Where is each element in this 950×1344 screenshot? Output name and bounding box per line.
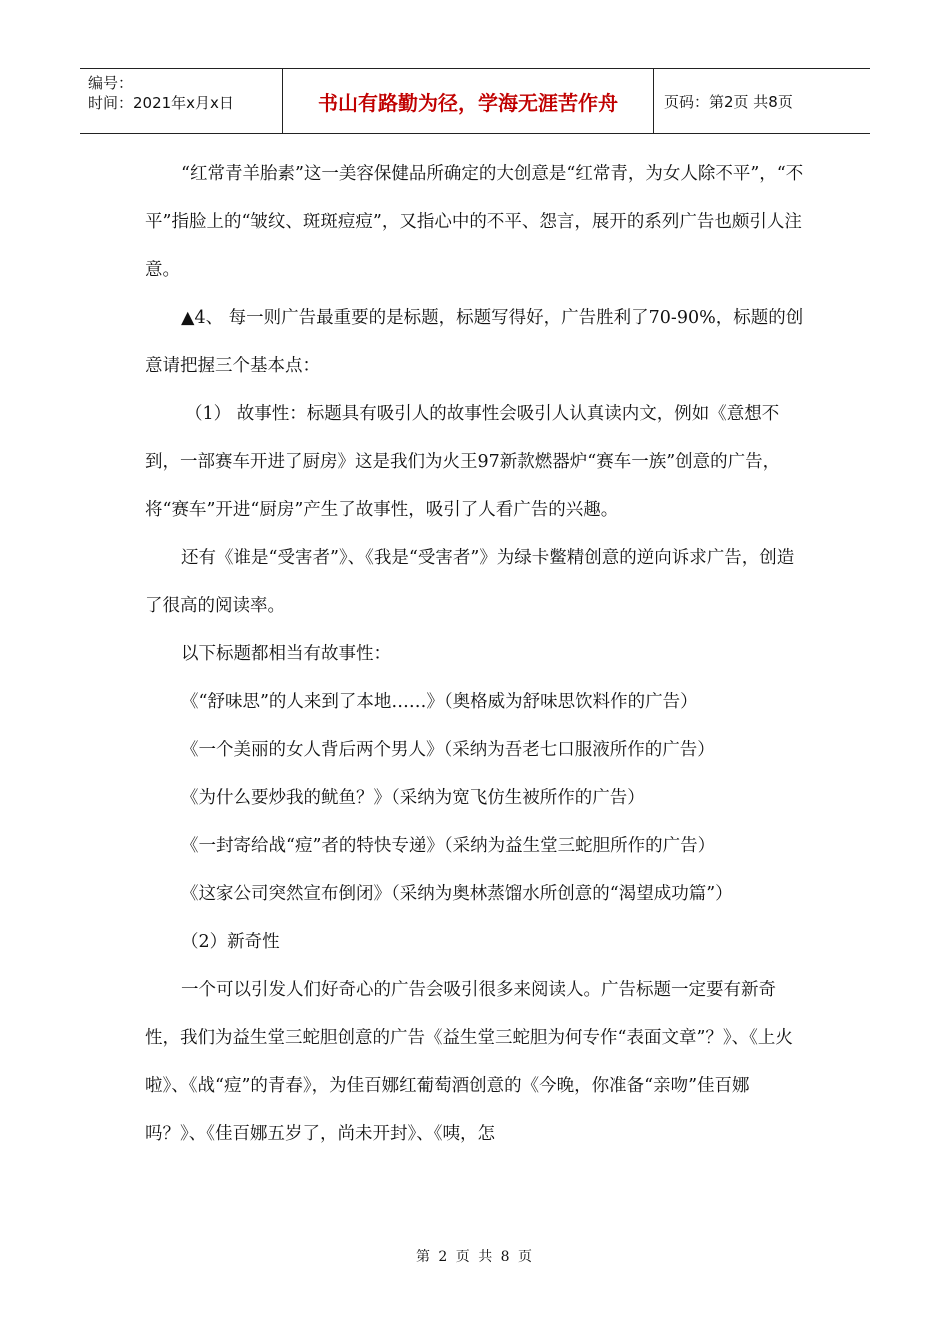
header-page-number: 页码：第2页 共8页: [664, 92, 793, 111]
headline-example: 《这家公司突然宣布倒闭》（采纳为奥林蒸馏水所创意的“渴望成功篇”）: [181, 884, 733, 904]
paragraph: 还有《谁是“受害者”》、《我是“受害者”》为绿卡鳖精创意的逆向诉求广告，创造了很高的阅读率。: [145, 548, 795, 616]
paragraph: 一个可以引发人们好奇心的广告会吸引很多来阅读人。广告标题一定要有新奇性，我们为益生堂三蛇胆创意的广告《益生堂三蛇胆为何专作“表面文章”？》、《上火啦》、《战“痘”的青春》，为佳百娜红葡萄酒创意的《今晚，你准备“亲吻”佳百娜吗？》、《佳百娜五岁了，尚未开封》、《咦，怎: [145, 980, 793, 1144]
header-meta: [80, 69, 283, 133]
headline-example: 《一个美丽的女人背后两个男人》（采纳为吾老七口服液所作的广告）: [181, 740, 715, 760]
headline-example: 《“舒味思”的人来到了本地……》（奥格威为舒味思饮料作的广告）: [181, 692, 698, 712]
headline-example: 《为什么要炒我的鱿鱼？》（采纳为宽飞仿生被所作的广告）: [181, 788, 645, 808]
header-motto: 书山有路勤为径，学海无涯苦作舟: [283, 69, 654, 133]
paragraph: “红常青羊胎素”这一美容保健品所确定的大创意是“红常青，为女人除不平”，“不平”指脸上的“皱纹、斑斑痘痘”，又指心中的不平、怨言，展开的系列广告也颇引人注意。: [145, 164, 804, 280]
page-footer: 第 2 页 共 8 页: [415, 1249, 535, 1265]
document-header: [80, 68, 870, 134]
section-heading: （2）新奇性: [181, 932, 280, 952]
paragraph: （1） 故事性：标题具有吸引人的故事性会吸引人认真读内文，例如《意想不到，一部赛车开进了厨房》这是我们为火王97新款燃器炉“赛车一族”创意的广告，将“赛车”开进“厨房”产生了故事性，吸引了人看广告的兴趣。: [145, 404, 781, 520]
headline-example: 《一封寄给战“痘”者的特快专递》（采纳为益生堂三蛇胆所作的广告）: [181, 836, 716, 856]
paragraph: 以下标题都相当有故事性：: [181, 644, 391, 664]
document-body: [145, 150, 805, 1158]
document-number: 编号：: [88, 74, 134, 92]
paragraph: ▲4、 每一则广告最重要的是标题，标题写得好，广告胜利了70-90%，标题的创意请把握三个基本点：: [145, 308, 804, 376]
document-date: 时间：2021年x月x日: [88, 94, 234, 112]
